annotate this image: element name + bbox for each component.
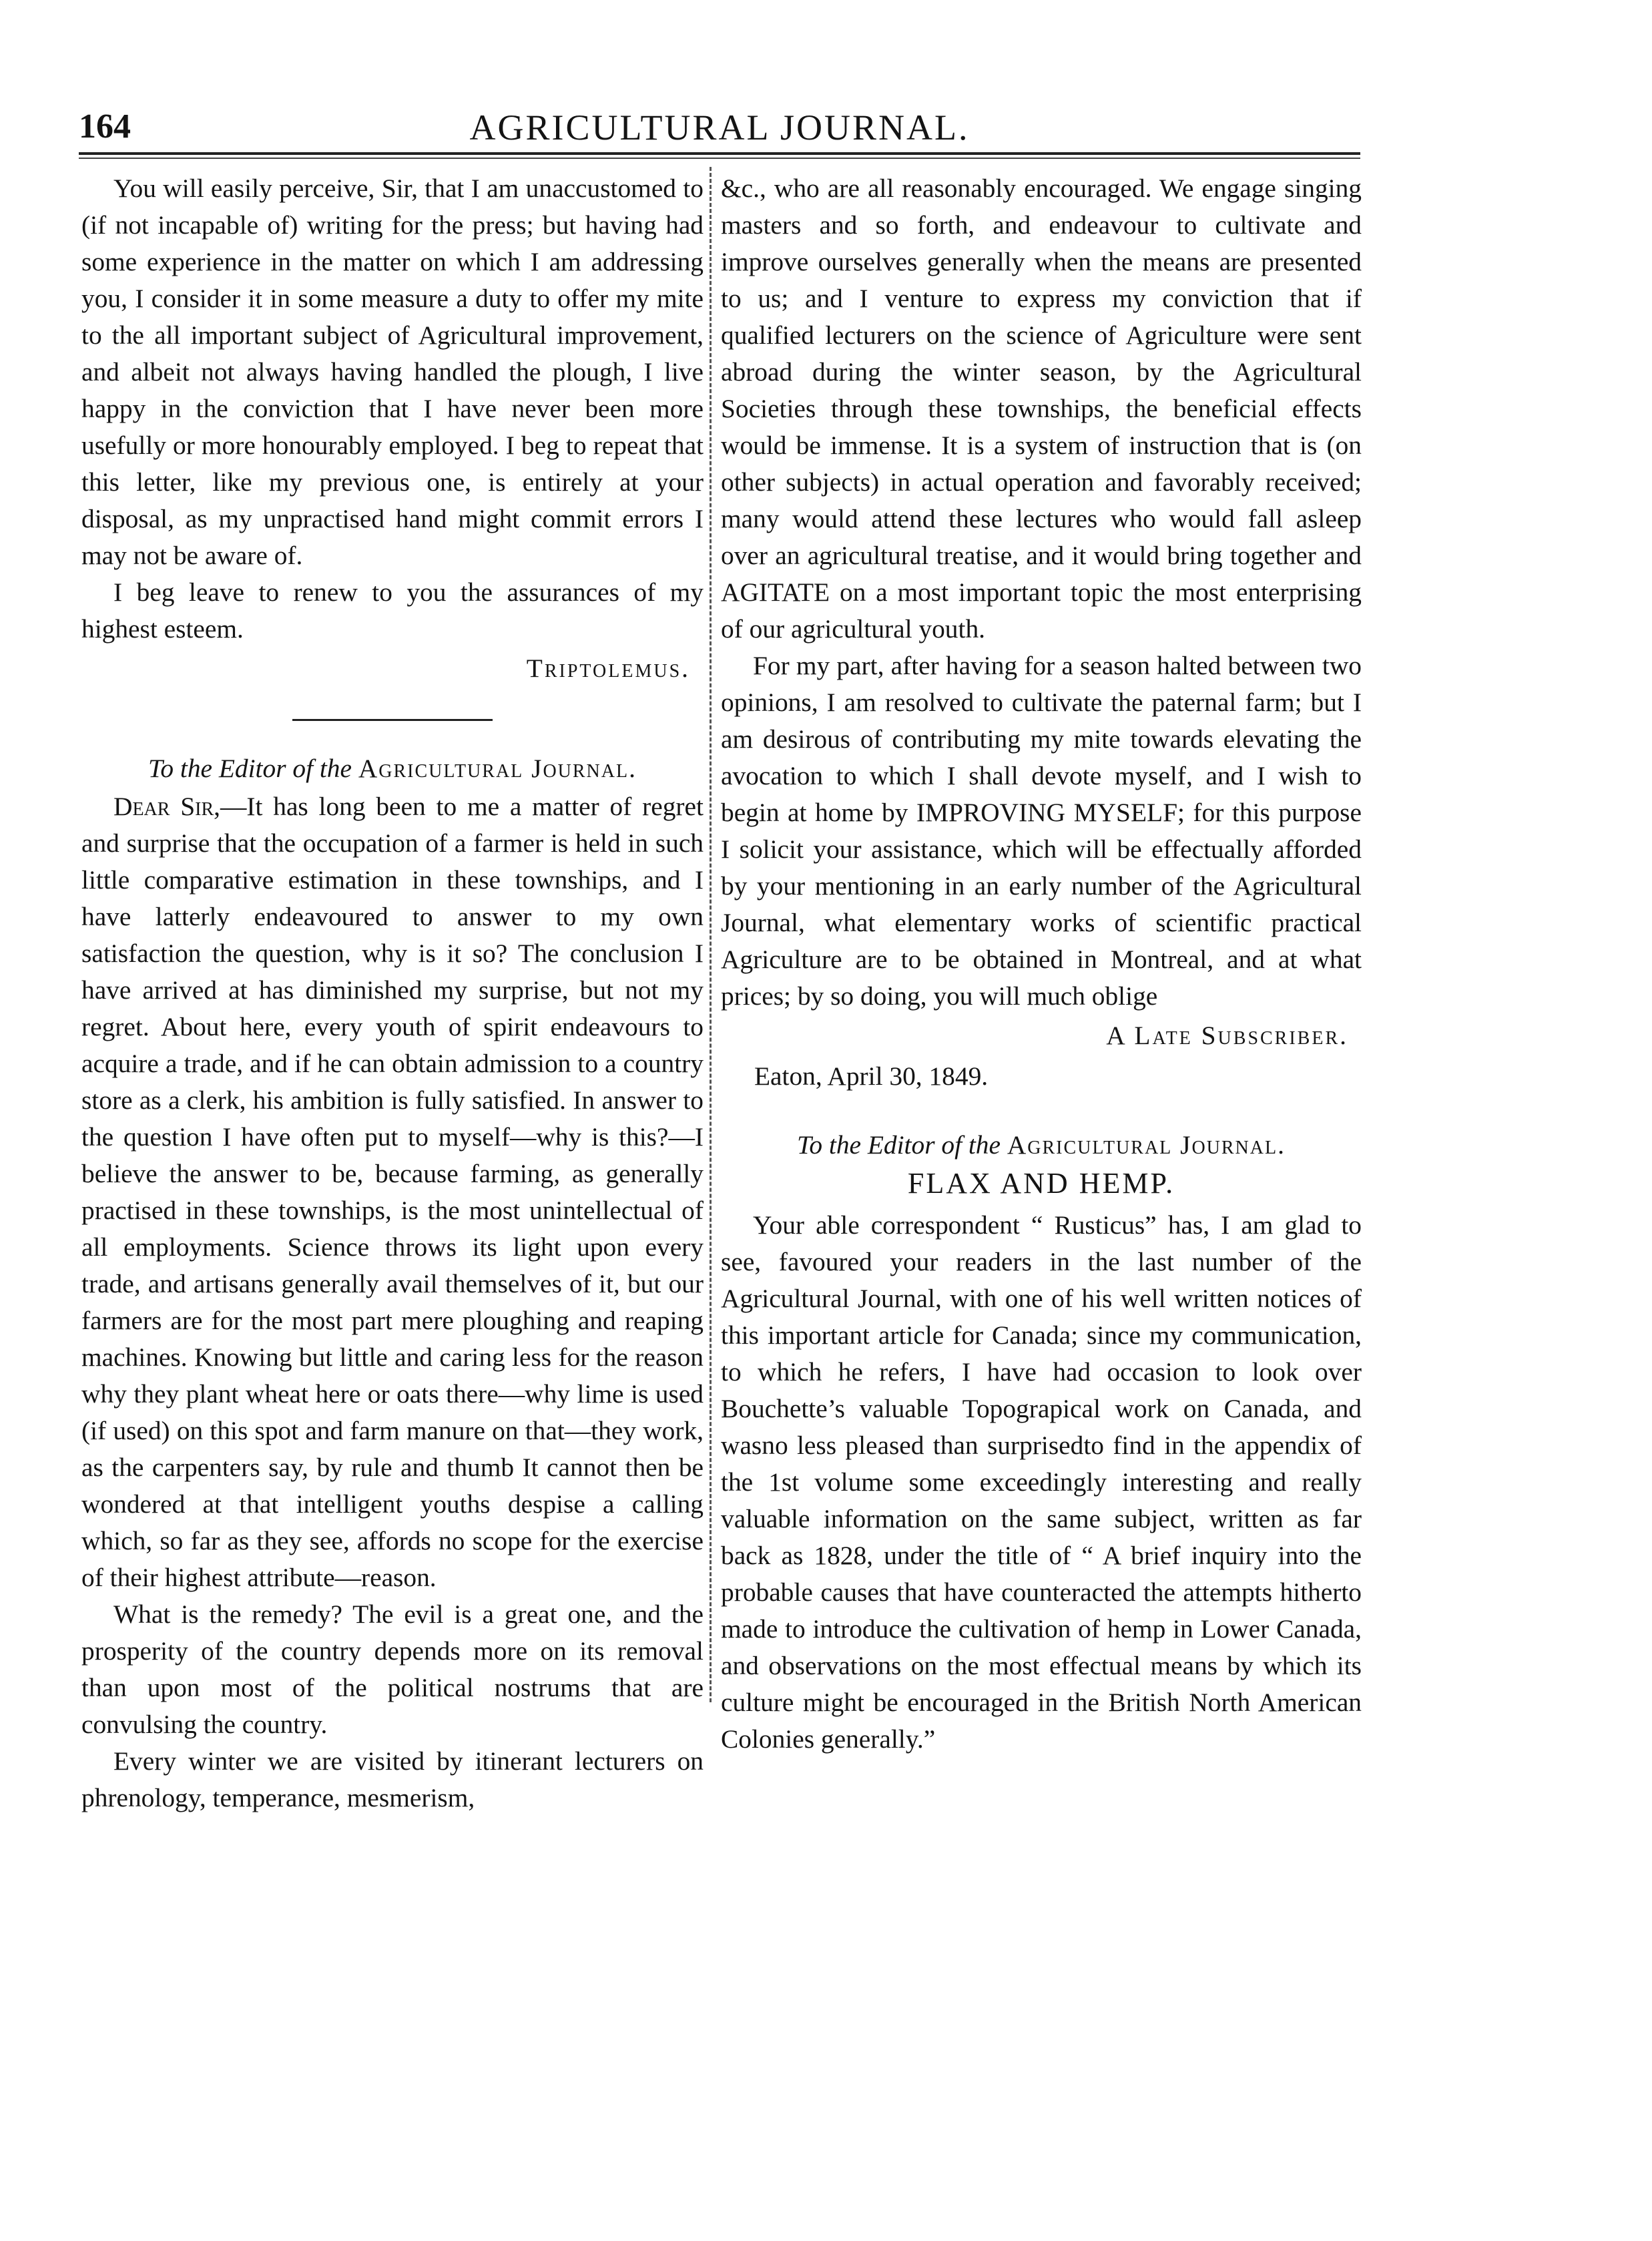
letter2-signature: A Late Subscriber.	[1106, 1021, 1348, 1050]
letter2-address	[81, 750, 704, 787]
letter3-title: FLAX AND HEMP.	[907, 1167, 1175, 1200]
letter3-address	[721, 1127, 1362, 1164]
letter2-address-journal: Agricultural Journal.	[358, 754, 637, 783]
page-number: 164	[79, 107, 131, 146]
letter3-paragraph: Your able correspondent “ Rusticus” has, I am glad to see, favoured your readers in the last number of the Agricultural Journal, with one of his well written notices of this important article for Canada; since my communication, to which he refers, I have had occasion to look over Bouchette’s valuable Topograpical work on Canada, and wasno less pleased than surprisedto find in the appendix of the 1st volume some exceedingly interesting and really valuable information on the same subject, written as far back as 1828, under the title of “ A brief inquiry into the probable causes that have counteracted the attempts hitherto made to introduce the cultivation of hemp in Lower Canada, and observations on the most effectual means by which its culture might be encouraged in the British North American Colonies generally.”	[721, 1210, 1362, 1754]
left-column	[81, 170, 704, 1816]
section-rule	[292, 719, 493, 721]
letter2-paragraph: What is the remedy? The evil is a great one, and the prosperity of the country depends more on its removal than upon most of the political nostrums that are convulsing the country.	[81, 1599, 704, 1739]
letter2-dateline: Eaton, April 30, 1849.	[754, 1061, 989, 1091]
letter2-paragraph-text: —It has long been to me a matter of regret and surprise that the occupation of a farmer is held in such little comparative estimation in these townships, and I have latterly endeavoured to answer to my own satisfaction the question, why is it so? The conclusion I have arrived at has diminished my surprise, but not my regret. About here, every youth of spirit endeavours to acquire a trade, and if he can obtain admission to a country store as a clerk, his ambition is fully satisfied. In answer to the question I have often put to myself—why is this?—I believe the answer to be, because farming, as generally practised in these townships, is the most unintellectual of all employments. Science throws its light upon every trade, and artisans generally avail themselves of it, but our farmers are for the most part mere ploughing and reaping machines. Knowing but little and caring less for the reason why they plant wheat here or oats there—why lime is used (if used) on this spot and farm manure on that—they work, as the carpenters say, by rule and thumb It cannot then be wondered at that intelligent youths despise a calling which, so far as they see, affords no scope for the exercise of their highest attribute—reason.	[81, 792, 704, 1592]
running-title: AGRICULTURAL JOURNAL.	[469, 107, 970, 148]
right-column	[721, 170, 1362, 1758]
letter1-paragraph: You will easily perceive, Sir, that I am unaccustomed to (if not incapable of) writing for the press; but having had some experience in the matter on which I am addressing you, I consider it in some measure a duty to offer my mite to the all important subject of Agricultural improvement, and albeit not always having handled the plough, I live happy in the conviction that I have never been more usefully or more honourably employed. I beg to repeat that this letter, like my previous one, is entirely at your disposal, as my unpractised hand might commit errors I may not be aware of.	[81, 174, 704, 570]
letter2-salutation: Dear Sir,	[113, 792, 220, 821]
letter3-address-journal: Agricultural Journal.	[1007, 1130, 1286, 1160]
letter2-paragraph: Every winter we are visited by itinerant lecturers on phrenology, temperance, mesmerism,	[81, 1746, 704, 1812]
letter2-paragraph	[81, 788, 704, 1596]
letter2-address-text: To the Editor of the	[148, 754, 352, 783]
letter2-paragraph: For my part, after having for a season halted between two opinions, I am resolved to cultivate the paternal farm; but I am desirous of contributing my mite towards elevating the avocation to which I shall devote myself, and I wish to begin at home by IMPROVING MYSELF; for this purpose I solicit your assistance, which will be effectually afforded by your mentioning in an early number of the Agricultural Journal, what elementary works of scientific practical Agriculture are to be obtained in Montreal, and at what prices; by so doing, you will much oblige	[721, 651, 1362, 1011]
letter1-signature: Triptolemus.	[526, 654, 690, 683]
letter3-address-text: To the Editor of the	[797, 1130, 1001, 1160]
header-rule	[79, 152, 1360, 159]
letter2-continuation: &c., who are all reasonably encouraged. We engage singing masters and so forth, and endeavour to cultivate and improve ourselves generally when the means are presented to us; and I venture to express my conviction that if qualified lecturers on the science of Agriculture were sent abroad during the winter season, by the Agricultural Societies through these townships, the beneficial effects would be immense. It is a system of instruction that is (on other subjects) in actual operation and favorably received; many would attend these lectures who would fall asleep over an agricultural treatise, and it would bring together and AGITATE on a most important topic the most enterprising of our agricultural youth.	[721, 174, 1362, 644]
letter1-closing: I beg leave to renew to you the assurances of my highest esteem.	[81, 577, 704, 644]
section-gap	[721, 1095, 1362, 1127]
column-divider	[710, 167, 712, 1702]
